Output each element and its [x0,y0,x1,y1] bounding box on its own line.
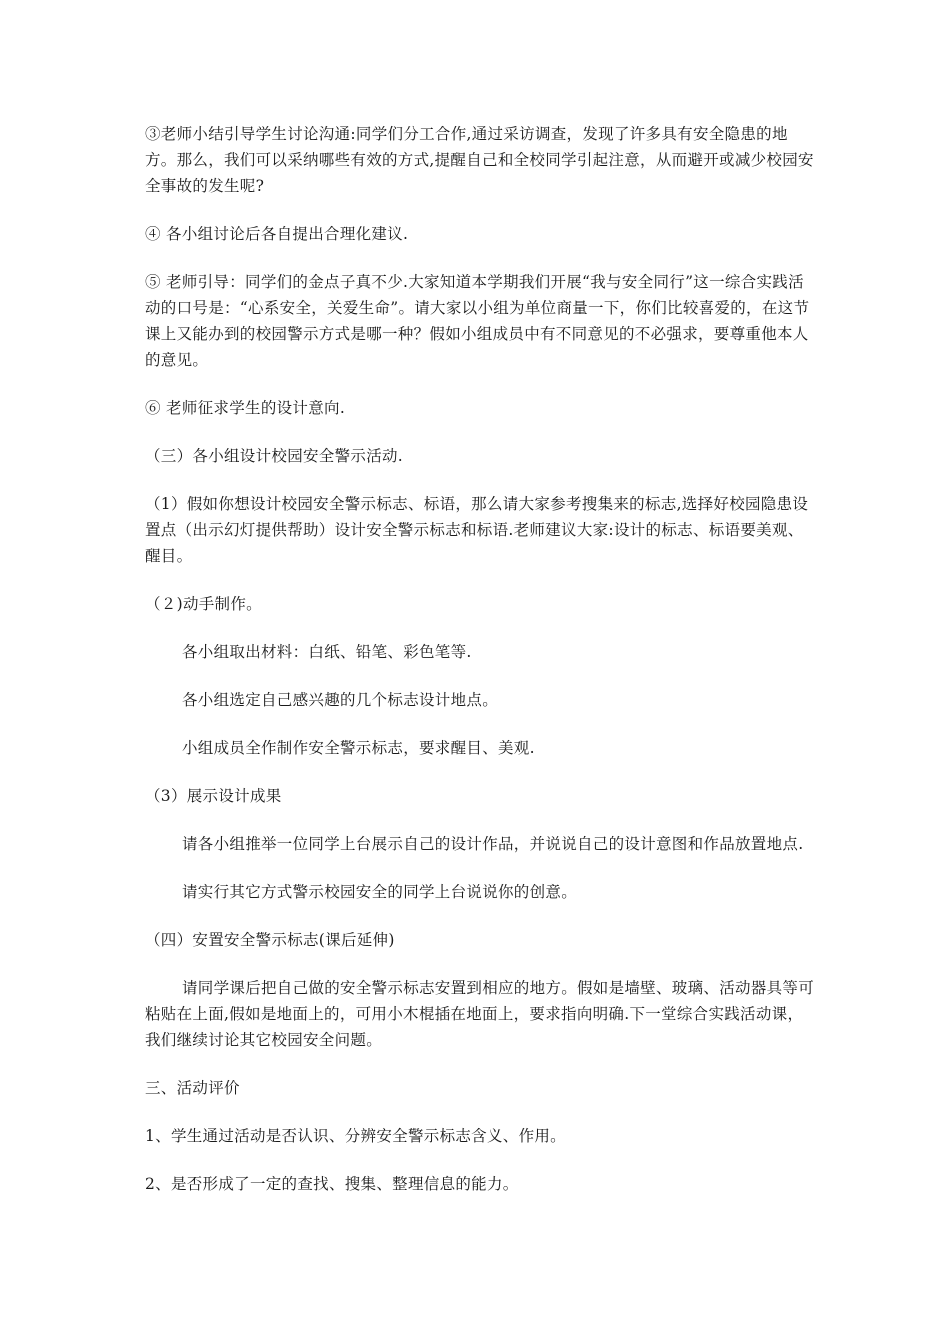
section-heading-place-signs: （四）安置安全警示标志(课后延伸) [145,931,395,949]
paragraph-group-suggestions: ④ 各小组讨论后各自提出合理化建议. [145,225,409,243]
paragraph-design-intent: ⑥ 老师征求学生的设计意向. [145,399,346,417]
paragraph-other-methods: 请实行其它方式警示校园安全的同学上台说说你的创意。 [182,883,578,901]
evaluation-item-2: 2、是否形成了一定的查找、搜集、整理信息的能力。 [145,1175,519,1193]
paragraph-teacher-guidance: ⑤ 老师引导：同学们的金点子真不少.大家知道本学期我们开展“我与安全同行”这一综合实践活动的口号是：“心系安全，关爱生命”。请大家以小组为单位商量一下，你们比较喜爱的，在这节课上又能办到的校园警示方式是哪一种？假如小组成员中有不同意见的不必强求，要尊重他本人的意见。 [145,273,810,369]
subheading-show-results: （3）展示设计成果 [145,787,282,805]
evaluation-item-1: 1、学生通过活动是否认识、分辨安全警示标志含义、作用。 [145,1127,566,1145]
paragraph-after-class: 请同学课后把自己做的安全警示标志安置到相应的地方。假如是墙壁、玻璃、活动器具等可粘贴在上面,假如是地面上的，可用小木棍插在地面上，要求指向明确.下一堂综合实践活动课，我们继续讨论其它校园安全问题。 [145,979,815,1049]
subheading-hands-on: （２)动手制作。 [145,595,262,613]
document-body [145,121,815,1219]
section-heading-design-activity: （三）各小组设计校园安全警示活动. [145,447,404,465]
section-heading-evaluation: 三、活动评价 [145,1079,240,1097]
paragraph-select-locations: 各小组选定自己感兴趣的几个标志设计地点。 [182,691,499,709]
paragraph-materials: 各小组取出材料：白纸、铅笔、彩色笔等. [182,643,472,661]
paragraph-teacher-summary: ③老师小结引导学生讨论沟通:同学们分工合作,通过采访调查，发现了许多具有安全隐患的地方。那么，我们可以采纳哪些有效的方式,提醒自己和全校同学引起注意，从而避开或减少校园安全事故的发生呢? [145,125,814,195]
paragraph-present-works: 请各小组推举一位同学上台展示自己的设计作品，并说说自己的设计意图和作品放置地点. [182,835,804,853]
paragraph-design-signs: （1）假如你想设计校园安全警示标志、标语，那么请大家参考搜集来的标志,选择好校园隐患设置点（出示幻灯提供帮助）设计安全警示标志和标语.老师建议大家:设计的标志、标语要美观、醒目。 [145,495,809,565]
paragraph-make-signs: 小组成员全作制作安全警示标志，要求醒目、美观. [182,739,535,757]
